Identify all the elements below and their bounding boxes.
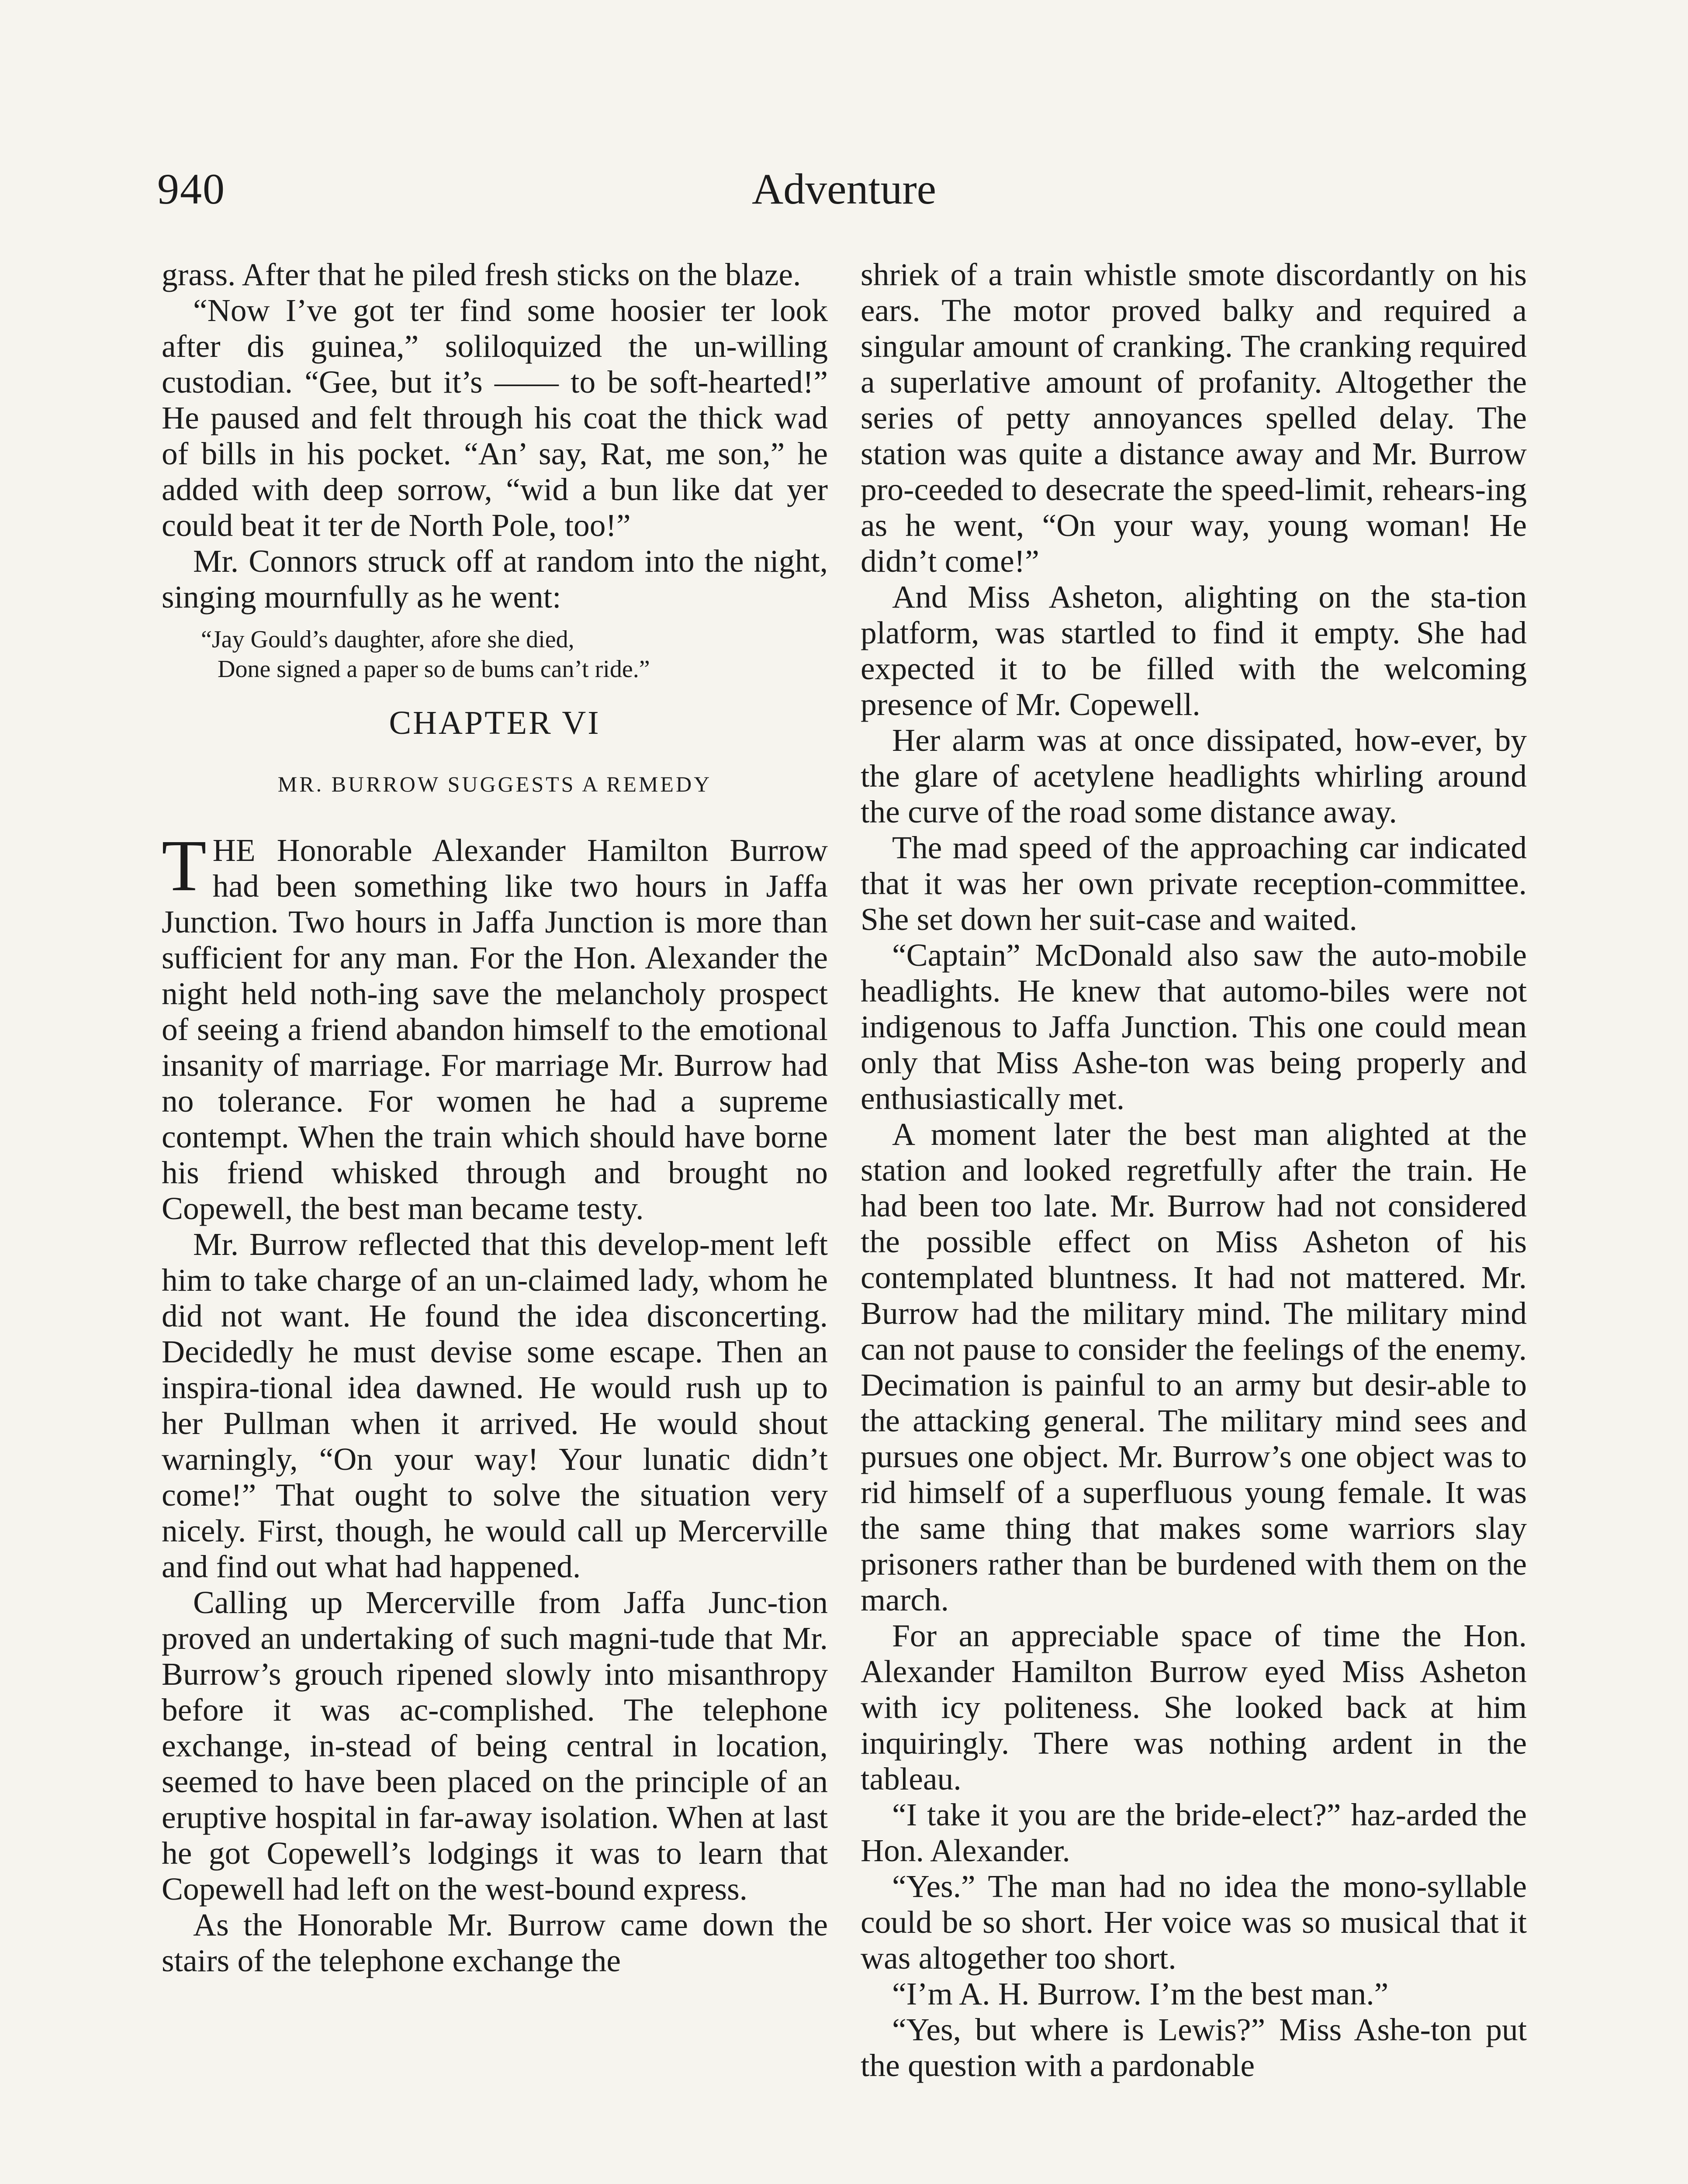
paragraph: “Yes, but where is Lewis?” Miss Ashe-ton put the question with a pardonable (861, 2012, 1527, 2083)
paragraph: Her alarm was at once dissipated, how-ever, by the glare of acetylene headlights whirling around the curve of the road some distance away. (861, 722, 1527, 829)
page-number: 940 (157, 165, 225, 213)
chapter-subtitle: MR. BURROW SUGGESTS A REMEDY (277, 772, 712, 796)
paragraph: grass. After that he piled fresh sticks on the blaze. (162, 257, 801, 292)
paragraph: For an appreciable space of time the Hon. Alexander Hamilton Burrow eyed Miss Asheton with icy politeness. She looked back at him inquiringly. There was nothing ardent in the tableau. (861, 1618, 1527, 1797)
paragraph: “Yes.” The man had no idea the mono-syllable could be so short. Her voice was so musical that it was altogether too short. (861, 1869, 1527, 1976)
paragraph: “Captain” McDonald also saw the auto-mobile headlights. He knew that automo-biles were not indigenous to Jaffa Junction. This one could mean only that Miss Ashe-ton was being properly and enthusiastically met. (861, 937, 1527, 1116)
verse-quote (162, 625, 828, 684)
paragraph: Mr. Burrow reflected that this develop-ment left him to take charge of an un-claimed lady, whom he did not want. He found the idea disconcerting. Decidedly he must devise some escape. Then an inspira-tional idea dawned. He would rush up to her Pullman when it arrived. He would shout warningly, “On your way! Your lunatic didn’t come!” That ought to solve the situation very nicely. First, though, he would call up Mercerville and find out what had happened. (162, 1227, 828, 1584)
running-head: Adventure (751, 165, 937, 213)
chapter-heading: CHAPTER VI (389, 705, 601, 741)
verse-line: “Jay Gould’s daughter, afore she died, (201, 626, 574, 653)
paragraph: “Now I’ve got ter find some hoosier ter look after dis guinea,” soliloquized the un-willing custodian. “Gee, but it’s —— to be soft-hearted!” He paused and felt through his coat the thick wad of bills in his pocket. “An’ say, Rat, me son,” he added with deep sorrow, “wid a bun like dat yer could beat it ter de North Pole, too!” (162, 293, 828, 543)
paragraph: And Miss Asheton, alighting on the sta-tion platform, was startled to find it empty. She had expected it to be filled with the welcoming presence of Mr. Copewell. (861, 579, 1527, 722)
paragraph: The mad speed of the approaching car indicated that it was her own private reception-committee. She set down her suit-case and waited. (861, 830, 1527, 937)
paragraph-text: HE Honorable Alexander Hamilton Burrow had been something like two hours in Jaffa Junction. Two hours in Jaffa Junction is more than sufficient for any man. For the Hon. Alexander the night held noth-ing save the melancholy prospect of seeing a friend abandon himself to the emotional insanity of marriage. For marriage Mr. Burrow had no tolerance. For women he had a supreme contempt. When the train which should have borne his friend whisked through and brought no Copewell, the best man became testy. (162, 833, 828, 1226)
drop-cap: T (162, 825, 207, 906)
paragraph: shriek of a train whistle smote discordantly on his ears. The motor proved balky and required a singular amount of cranking. The cranking required a superlative amount of profanity. Altogether the series of petty annoyances spelled delay. The station was quite a distance away and Mr. Burrow pro-ceeded to desecrate the speed-limit, rehears-ing as he went, “On your way, young woman! He didn’t come!” (861, 257, 1527, 579)
left-column (162, 257, 828, 1979)
right-column (861, 257, 1527, 2084)
paragraph: Calling up Mercerville from Jaffa Junc-tion proved an undertaking of such magni-tude that Mr. Burrow’s grouch ripened slowly into misanthropy before it was ac-complished. The telephone exchange, in-stead of being central in location, seemed to have been placed on the principle of an eruptive hospital in far-away isolation. When at last he got Copewell’s lodgings it was to learn that Copewell had left on the west-bound express. (162, 1585, 828, 1907)
paragraph: Mr. Connors struck off at random into the night, singing mournfully as he went: (162, 543, 828, 615)
paragraph: As the Honorable Mr. Burrow came down the stairs of the telephone exchange the (162, 1907, 828, 1978)
paragraph: “I take it you are the bride-elect?” haz-arded the Hon. Alexander. (861, 1797, 1527, 1868)
verse-line: Done signed a paper so de bums can’t ride.” (218, 656, 650, 683)
paragraph: A moment later the best man alighted at the station and looked regretfully after the train. He had been too late. Mr. Burrow had not considered the possible effect on Miss Asheton of his contemplated bluntness. It had not mattered. Mr. Burrow had the military mind. The military mind can not pause to consider the feelings of the enemy. Decimation is painful to an army but desir-able to the attacking general. The military mind sees and pursues one object. Mr. Burrow’s one object was to rid himself of a superfluous young female. It was the same thing that makes some warriors slay prisoners rather than be burdened with them on the march. (861, 1116, 1527, 1617)
opening-paragraph (162, 825, 828, 1227)
paragraph: “I’m A. H. Burrow. I’m the best man.” (892, 1976, 1389, 2011)
